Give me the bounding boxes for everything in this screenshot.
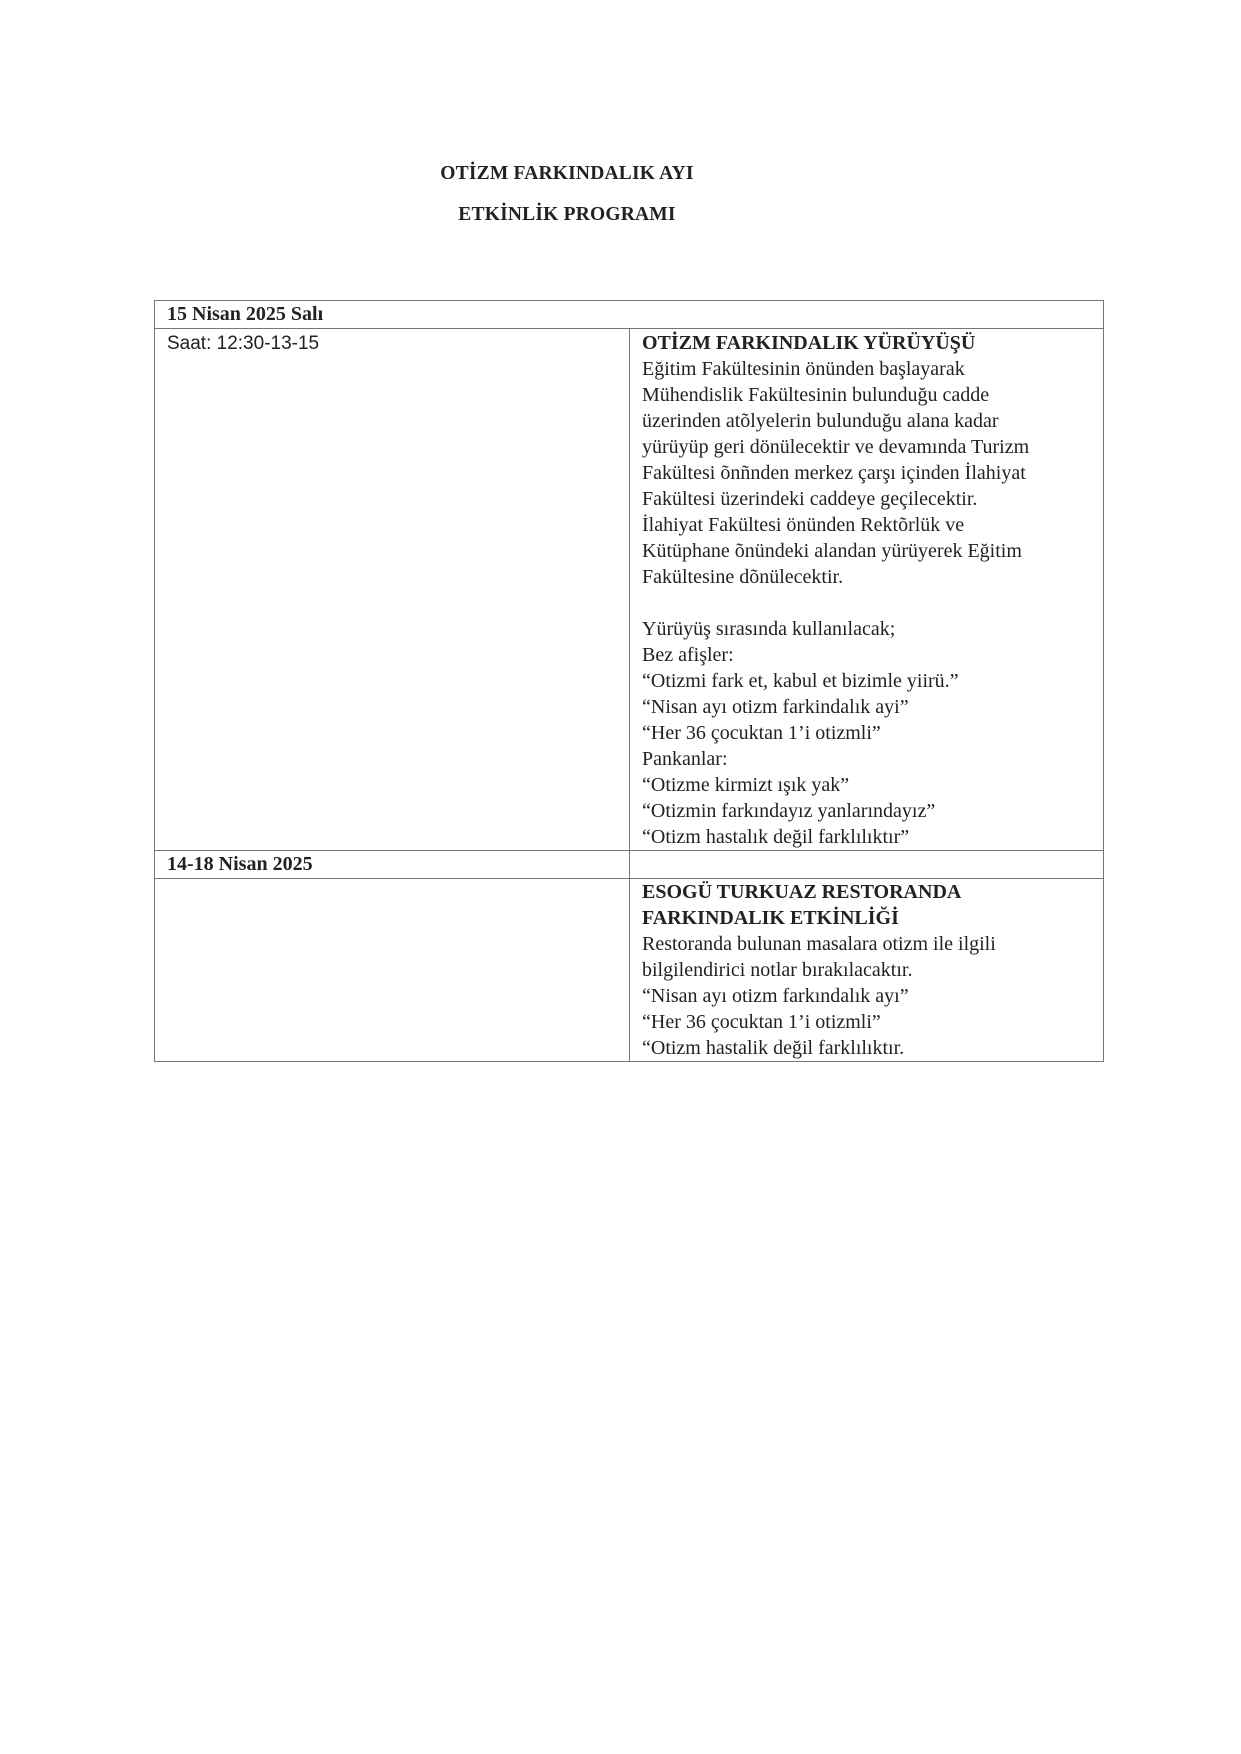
item-line: “Otizmi fark et, kabul et bizimle yiirü.” bbox=[642, 670, 959, 692]
item-line: “Otizmin farkındayız yanlarındayız” bbox=[642, 800, 936, 822]
description-line: Eğitim Fakültesinin önünden başlayarak bbox=[642, 358, 965, 380]
description-line: Fakültesi õnñnden merkez çarşı içinden İlahiyat bbox=[642, 462, 1026, 484]
event-details-cell bbox=[630, 879, 1104, 1062]
table-row bbox=[155, 851, 1104, 879]
program-table bbox=[154, 300, 1104, 1062]
event-title: OTİZM FARKINDALIK YÜRÜYÜŞÜ bbox=[642, 332, 976, 354]
description-line: bilgilendirici notlar bırakılacaktır. bbox=[642, 959, 913, 981]
document-title: OTİZM FARKINDALIK AYI bbox=[440, 163, 694, 184]
item-line: “Her 36 çocuktan 1’i otizmli” bbox=[642, 722, 881, 744]
empty-cell bbox=[630, 851, 1104, 879]
document-subtitle: ETKİNLİK PROGRAMI bbox=[458, 204, 676, 225]
event-details-cell bbox=[630, 329, 1104, 851]
empty-cell bbox=[155, 879, 630, 1062]
table-row bbox=[155, 301, 1104, 329]
description-line: Restoranda bulunan masalara otizm ile ilgili bbox=[642, 933, 996, 955]
table-row bbox=[155, 879, 1104, 1062]
item-line: Yürüyüş sırasında kullanılacak; bbox=[642, 618, 896, 640]
item-line: Bez afişler: bbox=[642, 644, 734, 666]
item-line: “Otizm hastalık değil farklılıktır” bbox=[642, 826, 910, 848]
description-line: Kütüphane õnündeki alandan yürüyerek Eğitim bbox=[642, 540, 1022, 562]
table-row bbox=[155, 329, 1104, 851]
description-line: “Otizm hastalik değil farklılıktır. bbox=[642, 1037, 905, 1059]
event-date: 14-18 Nisan 2025 bbox=[167, 853, 313, 875]
description-line: İlahiyat Fakültesi önünden Rektõrlük ve bbox=[642, 514, 965, 536]
item-line: “Otizme kirmizt ışık yak” bbox=[642, 774, 850, 796]
event-title: ESOGÜ TURKUAZ RESTORANDA bbox=[642, 881, 962, 903]
event-time-cell bbox=[155, 329, 630, 851]
description-line: yürüyüp geri dönülecektir ve devamında Turizm bbox=[642, 436, 1030, 458]
description-line: “Nisan ayı otizm farkındalık ayı” bbox=[642, 985, 909, 1007]
item-line: “Nisan ayı otizm farkindalık ayi” bbox=[642, 696, 909, 718]
description-line: Fakültesine dõnülecektir. bbox=[642, 566, 844, 588]
description-line: Mühendislik Fakültesinin bulunduğu cadde bbox=[642, 384, 990, 406]
event-date-cell bbox=[155, 851, 630, 879]
event-time: Saat: 12:30-13-15 bbox=[167, 333, 320, 354]
description-line: Fakültesi üzerindeki caddeye geçilecektir. bbox=[642, 488, 978, 510]
description-line: “Her 36 çocuktan 1’i otizmli” bbox=[642, 1011, 881, 1033]
event-date-cell bbox=[155, 301, 1104, 329]
item-line: Pankanlar: bbox=[642, 748, 728, 770]
event-title: FARKINDALIK ETKİNLİĞİ bbox=[642, 907, 899, 929]
spacer bbox=[642, 590, 1091, 616]
event-date: 15 Nisan 2025 Salı bbox=[167, 303, 324, 325]
description-line: üzerinden atõlyelerin bulunduğu alana kadar bbox=[642, 410, 999, 432]
